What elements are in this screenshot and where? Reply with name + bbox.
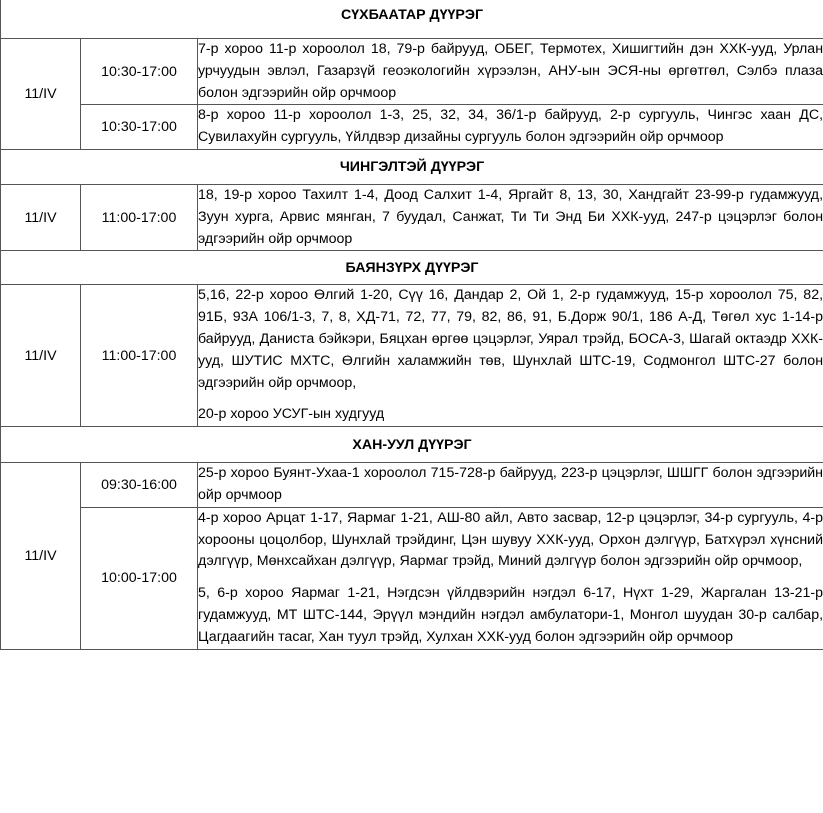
date-cell: 11/IV [1, 285, 81, 427]
time-cell: 10:00-17:00 [81, 507, 198, 649]
district-name: ХАН-УУЛ ДҮҮРЭГ [1, 427, 823, 463]
area-paragraph: 7-р хороо 11-р хороолол 18, 79-р байрууд, ОБЕГ, Термотех, Хишигтийн дэн ХХК-ууд, Урлан урчуудын эвлэл, Газарзүй геоэкологийн хүрээлэн, АНУ-ын ЭСЯ-ны өргөтгөл, Сэлбэ плаза болон эдгээрийн ойр орчмоор [198, 41, 823, 101]
table-row [1, 39, 823, 105]
time-cell: 10:30-17:00 [81, 105, 198, 150]
time-cell: 10:30-17:00 [81, 39, 198, 105]
district-header-row [1, 149, 823, 184]
time-cell: 11:00-17:00 [81, 285, 198, 427]
table-row [1, 507, 823, 649]
district-header-row [1, 251, 823, 285]
district-name: СҮХБААТАР ДҮҮРЭГ [1, 0, 823, 39]
table-row [1, 285, 823, 427]
time-cell: 11:00-17:00 [81, 184, 198, 250]
area-description [198, 105, 823, 150]
district-name: ЧИНГЭЛТЭЙ ДҮҮРЭГ [1, 149, 823, 184]
table-row [1, 463, 823, 508]
area-description [198, 184, 823, 250]
table-row [1, 184, 823, 250]
area-paragraph: 20-р хороо УСУГ-ын худгууд [198, 406, 385, 423]
date-cell: 11/IV [1, 184, 81, 250]
area-paragraph: 8-р хороо 11-р хороолол 1-3, 25, 32, 34, 36/1-р байрууд, 2-р сургууль, Чингэс хаан ДС, Сувилахуйн сургууль, Үйлдвэр дизайны сургууль болон эдгээрийн ойр орчмоор [198, 107, 823, 146]
district-header-row [1, 427, 823, 463]
area-description [198, 39, 823, 105]
area-description [198, 507, 823, 649]
area-description [198, 463, 823, 508]
table-row [1, 105, 823, 150]
time-cell: 09:30-16:00 [81, 463, 198, 508]
date-cell: 11/IV [1, 463, 81, 649]
date-cell: 11/IV [1, 39, 81, 150]
area-description [198, 285, 823, 427]
district-header-row [1, 0, 823, 39]
area-paragraph: 5, 6-р хороо Яармаг 1-21, Нэгдсэн үйлдвэрийн нэгдэл 6-17, Нүхт 1-29, Жаргалан 13-21-р гудамжууд, МТ ШТС-144, Эрүүл мэндийн нэгдэл амбулатори-1, Монгол шуудан 30-р салбар, Цагдаагийн тасаг, Хан туул трэйд, Хулхан ХХК-ууд болон эдгээрийн ойр орчмоор [198, 585, 823, 645]
area-paragraph: 18, 19-р хороо Тахилт 1-4, Доод Салхит 1-4, Яргайт 8, 13, 30, Хандгайт 23-99-р гудамжууд, Зуун хурга, Арвис мянган, 7 буудал, Санжат, Ти Ти Энд Би ХХК-ууд, 247-р цэцэрлэг болон эдгээрийн ойр орчмоор [198, 186, 823, 247]
area-paragraph: 25-р хороо Буянт-Ухаа-1 хороолол 715-728-р байрууд, 223-р цэцэрлэг, ШШГГ болон эдгээрийн ойр орчмоор [198, 465, 823, 503]
area-paragraph: 5,16, 22-р хороо Өлгий 1-20, Сүү 16, Дандар 2, Ой 1, 2-р гудамжууд, 15-р хороолол 75, 82, 91Б, 93А 106/1-3, 7, 8, ХД-71, 72, 77, 79, 82, 86, 91, Б.Дорж 90/1, 186 А-Д, Төгөл хус 1-14-р байрууд, Даниста бэйкэри, Бяцхан өргөө цэцэрлэг, Уярал трэйд, БОСА-3, Шагай октаэдр ХХК-ууд, ШУТИС МХТС, Өлгийн халамжийн төв, Шунхлай ШТС-19, Содмонгол ШТС-27 болон эдгээрийн ойр орчмоор, [198, 287, 823, 391]
area-paragraph: 4-р хороо Арцат 1-17, Яармаг 1-21, АШ-80 айл, Авто засвар, 12-р цэцэрлэг, 34-р сургууль, 4-р хорооны цоцолбор, Шунхлай трэйдинг, Цэн шувуу ХХК-ууд, Орхон дэлгүүр, Батхүрэл хүнсний дэлгүүр, Мөнхсайхан дэлгүүр, Яармаг трэйд, Миний дэлгүүр болон эдгээрийн ойр орчмоор, [198, 509, 823, 570]
district-name: БАЯНЗҮРХ ДҮҮРЭГ [1, 251, 823, 285]
